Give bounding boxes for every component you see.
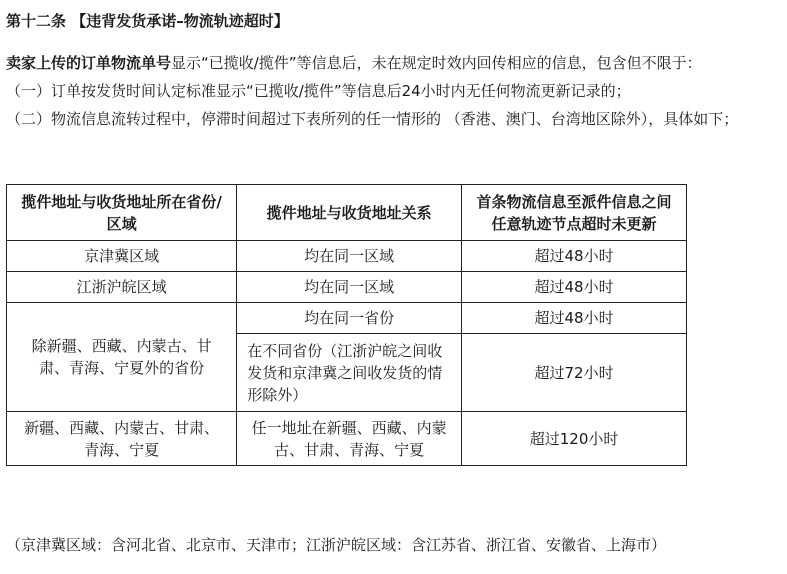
region-note: （京津冀区域：含河北省、北京市、天津市；江浙沪皖区域：含江苏省、浙江省、安徽省、上海市）	[6, 536, 667, 554]
cell-region: 新疆、西藏、内蒙古、甘肃、青海、宁夏	[7, 412, 237, 466]
timeout-table	[6, 184, 687, 466]
cell-time: 超过48小时	[462, 241, 687, 272]
cell-region: 京津冀区域	[7, 241, 237, 272]
cell-relation: 均在同一省份	[237, 303, 462, 334]
cell-time: 超过48小时	[462, 272, 687, 303]
table-row	[7, 412, 687, 466]
header-time: 首条物流信息至派件信息之间任意轨迹节点超时未更新	[462, 185, 687, 241]
table-row	[7, 241, 687, 272]
intro-text: 显示“已揽收/揽件”等信息后，未在规定时效内回传相应的信息，包含但不限于：	[171, 54, 702, 72]
article-title: 第十二条 【违背发货承诺–物流轨迹超时】	[6, 12, 289, 30]
clause-item-2: （二）物流信息流转过程中，停滞时间超过下表所列的任一情形的 （香港、澳门、台湾地区除外），具体如下；	[6, 110, 739, 128]
cell-relation: 在不同省份（江浙沪皖之间收发货和京津冀之间收发货的情形除外）	[237, 334, 462, 412]
table-row	[7, 303, 687, 334]
table-header-row	[7, 185, 687, 241]
cell-relation: 均在同一区域	[237, 241, 462, 272]
cell-relation: 均在同一区域	[237, 272, 462, 303]
table-row	[7, 272, 687, 303]
cell-region: 除新疆、西藏、内蒙古、甘肃、青海、宁夏外的省份	[7, 303, 237, 412]
cell-time: 超过48小时	[462, 303, 687, 334]
cell-relation: 任一地址在新疆、西藏、内蒙古、甘肃、青海、宁夏	[237, 412, 462, 466]
header-region: 揽件地址与收货地址所在省份/区域	[7, 185, 237, 241]
intro-paragraph	[6, 50, 781, 76]
header-relation: 揽件地址与收货地址关系	[237, 185, 462, 241]
cell-region: 江浙沪皖区域	[7, 272, 237, 303]
clause-item-1: （一）订单按发货时间认定标准显示“已揽收/揽件”等信息后24小时内无任何物流更新记录的；	[6, 82, 631, 100]
cell-time: 超过72小时	[462, 334, 687, 412]
intro-bold-text: 卖家上传的订单物流单号	[6, 54, 172, 72]
cell-time: 超过120小时	[462, 412, 687, 466]
